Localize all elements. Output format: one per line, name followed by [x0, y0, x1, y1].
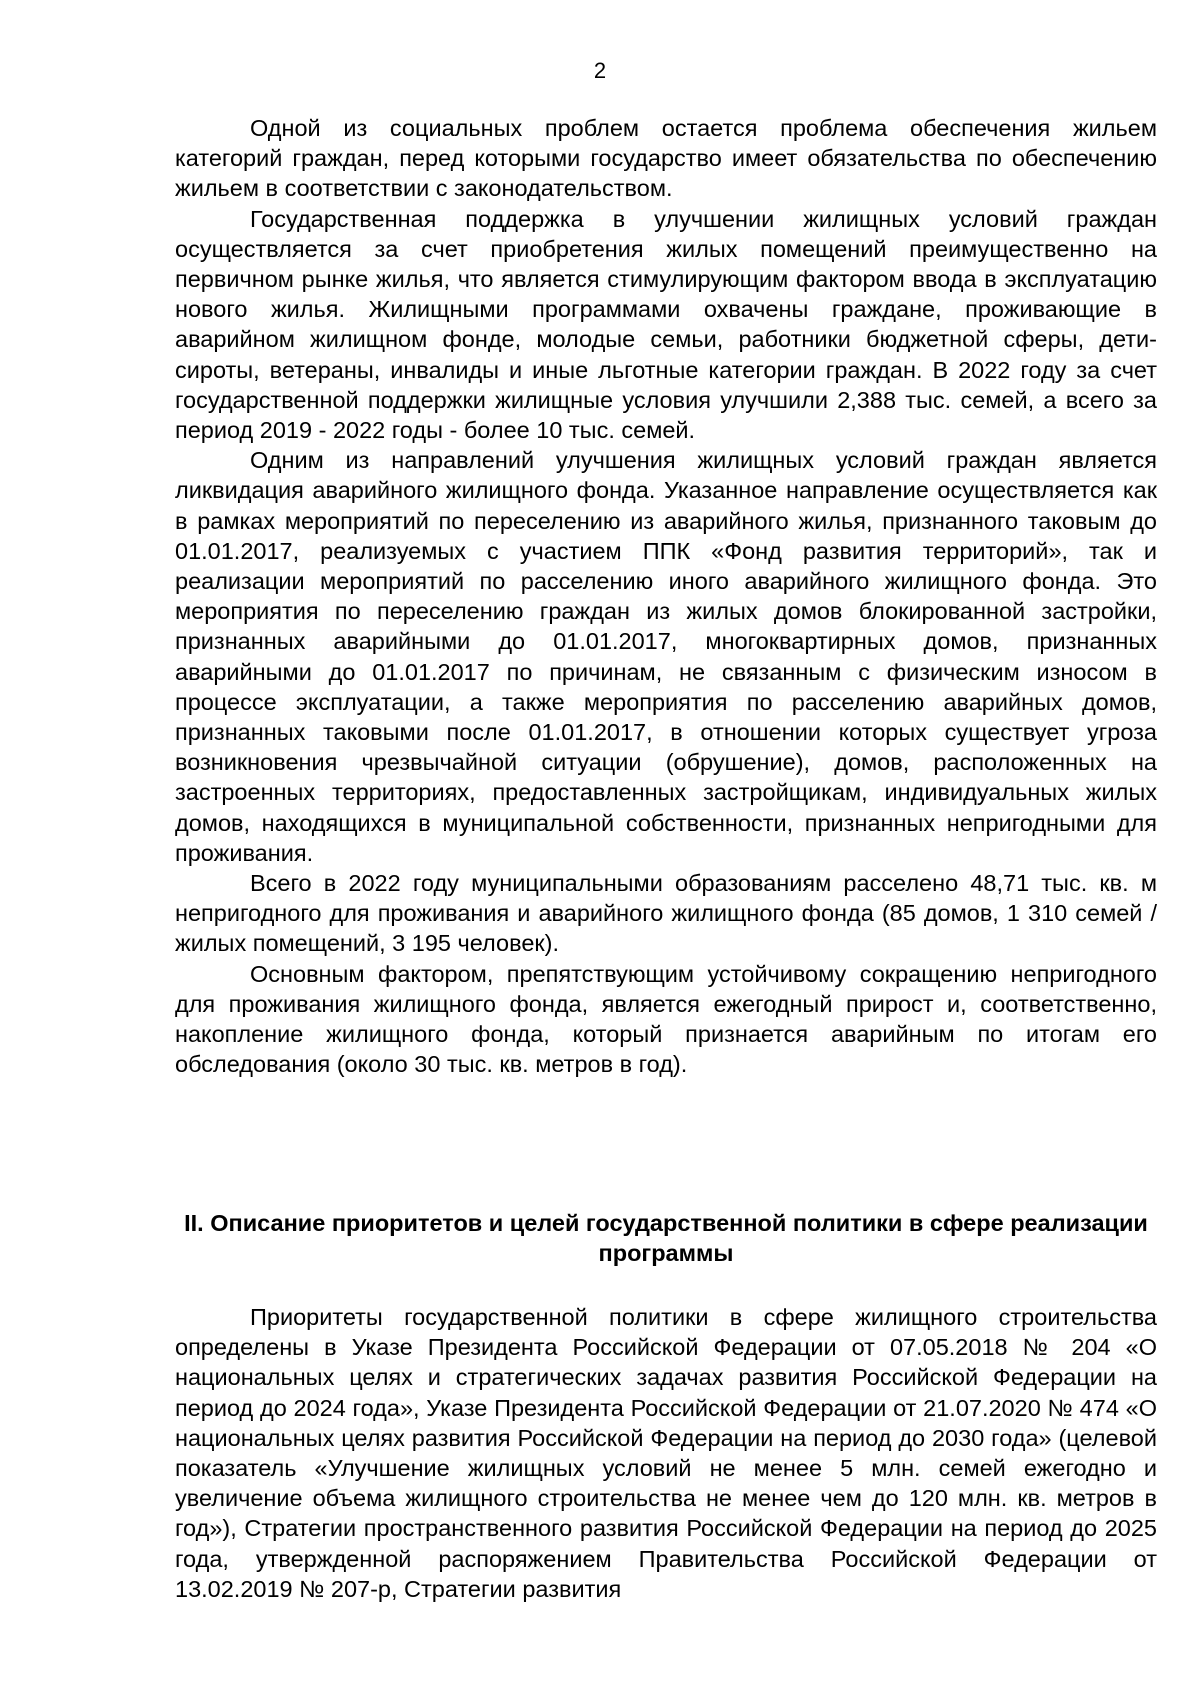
body-text-before-heading: [175, 113, 1157, 1080]
body-text-after-heading: [175, 1302, 1157, 1604]
paragraph-main-factor: Основным фактором, препятствующим устойчивому сокращению непригодного для проживания жилищного фонда, является ежегодный прирост и, соответственно, накопление жилищного фонда, который признается аварийным по итогам его обследования (около 30 тыс. кв. метров в год).: [175, 960, 1157, 1078]
paragraph-state-support: Государственная поддержка в улучшении жилищных условий граждан осуществляется за счет приобретения жилых помещений преимущественно на первичном рынке жилья, что является стимулирующим фактором ввода в эксплуатацию нового жилья. Жилищными программами охвачены граждане, проживающие в аварийном жилищном фонде, молодые семьи, работники бюджетной сферы, дети-сироты, ветераны, инвалиды и иные льготные категории граждан. В 2022 году за счет государственной поддержки жилищные условия улучшили 2,388 тыс. семей, а всего за период 2019 - 2022 годы - более 10 тыс. семей.: [175, 205, 1157, 444]
paragraph-emergency-housing: Одним из направлений улучшения жилищных условий граждан является ликвидация аварийного жилищного фонда. Указанное направление осуществляется как в рамках мероприятий по переселению из аварийного жилья, признанного таковым до 01.01.2017, реализуемых с участием ППК «Фонд развития территорий», так и реализации мероприятий по расселению иного аварийного жилищного фонда. Это мероприятия по переселению граждан из жилых домов блокированной застройки, признанных аварийными до 01.01.2017, многоквартирных домов, признанных аварийными до 01.01.2017 по причинам, не связанным с физическим износом в процессе эксплуатации, а также мероприятия по расселению аварийных домов, признанных таковыми после 01.01.2017, в отношении которых существует угроза возникновения чрезвычайной ситуации (обрушение), домов, расположенных на застроенных территориях, предоставленных застройщикам, индивидуальных жилых домов, находящихся в муниципальной собственности, признанных непригодными для проживания.: [175, 447, 1157, 866]
page-number: 2: [593, 58, 607, 83]
paragraph-priorities: Приоритеты государственной политики в сфере жилищного строительства определены в Указе Президента Российской Федерации от 07.05.2018 № 204 «О национальных целях и стратегических задачах развития Российской Федерации на период до 2024 года», Указе Президента Российской Федерации от 21.07.2020 № 474 «О национальных целях развития Российской Федерации на период до 2030 года» (целевой показатель «Улучшение жилищных условий не менее 5 млн. семей ежегодно и увеличение объема жилищного строительства не менее чем до 120 млн. кв. метров в год»), Стратегии пространственного развития Российской Федерации на период до 2025 года, утвержденной распоряжением Правительства Российской Федерации от 13.02.2019 № 207-р, Стратегии развития: [175, 1304, 1157, 1602]
paragraph-resettlement-2022: Всего в 2022 году муниципальными образованиям расселено 48,71 тыс. кв. м непригодного для проживания и аварийного жилищного фонда (85 домов, 1 310 семей / жилых помещений, 3 195 человек).: [175, 870, 1157, 957]
paragraph-housing-problem: Одной из социальных проблем остается проблема обеспечения жильем категорий граждан, перед которыми государство имеет обязательства по обеспечению жильем в соответствии с законодательством.: [175, 115, 1157, 202]
section-heading: II. Описание приоритетов и целей государственной политики в сфере реализации программы: [184, 1210, 1148, 1266]
